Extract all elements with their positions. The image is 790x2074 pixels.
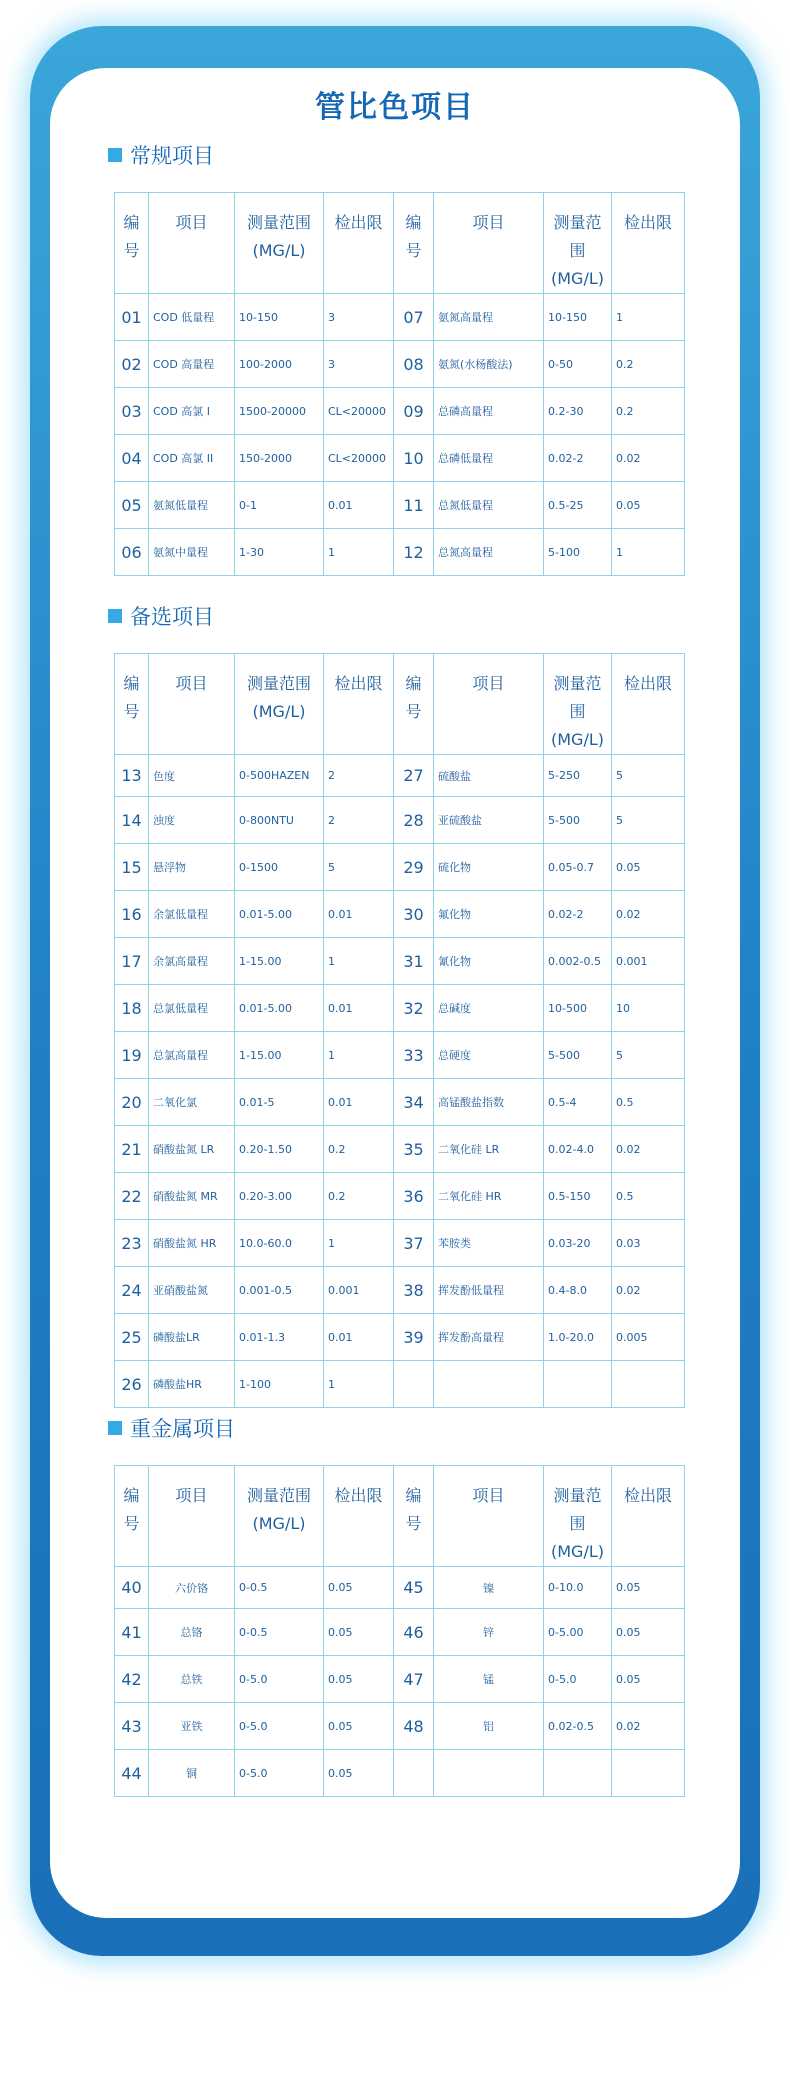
measure-range: 0.20-3.00 — [235, 1173, 324, 1220]
detection-limit: 0.05 — [324, 1567, 394, 1609]
detection-limit: 1 — [612, 529, 685, 576]
detection-limit: 0.02 — [612, 1703, 685, 1750]
square-bullet-icon — [108, 609, 122, 623]
measure-range: 0-1 — [235, 482, 324, 529]
table-row — [115, 294, 685, 341]
item-number: 25 — [115, 1314, 149, 1361]
item-name: 氨氮(水杨酸法) — [434, 341, 544, 388]
table-row — [115, 1079, 685, 1126]
item-number: 18 — [115, 985, 149, 1032]
item-number: 04 — [115, 435, 149, 482]
detection-limit — [612, 1361, 685, 1408]
detection-limit: 0.05 — [324, 1703, 394, 1750]
header-range-unit: (MG/L) — [551, 730, 604, 749]
header-limit: 检出限 — [324, 654, 394, 755]
measure-range: 0.002-0.5 — [544, 938, 612, 985]
measure-range: 5-500 — [544, 797, 612, 844]
item-number: 43 — [115, 1703, 149, 1750]
section-heading — [108, 140, 214, 170]
measure-range: 0.20-1.50 — [235, 1126, 324, 1173]
item-name: 总碱度 — [434, 985, 544, 1032]
page-title: 管比色项目 — [315, 90, 475, 125]
item-number: 16 — [115, 891, 149, 938]
item-name: 氰化物 — [434, 938, 544, 985]
item-number: 22 — [115, 1173, 149, 1220]
item-name: 苯胺类 — [434, 1220, 544, 1267]
item-name: 亚铁 — [149, 1703, 235, 1750]
item-number: 21 — [115, 1126, 149, 1173]
item-name: COD 低量程 — [149, 294, 235, 341]
item-number: 26 — [115, 1361, 149, 1408]
header-range — [235, 654, 324, 755]
detection-limit: 5 — [612, 755, 685, 797]
item-name: 浊度 — [149, 797, 235, 844]
measure-range: 0.02-2 — [544, 435, 612, 482]
item-number: 40 — [115, 1567, 149, 1609]
item-number: 12 — [394, 529, 434, 576]
item-number: 27 — [394, 755, 434, 797]
item-name — [434, 1361, 544, 1408]
detection-limit: 0.02 — [612, 891, 685, 938]
detection-limit: 1 — [324, 1032, 394, 1079]
item-name: 总氯低量程 — [149, 985, 235, 1032]
item-number: 37 — [394, 1220, 434, 1267]
detection-limit: 5 — [324, 844, 394, 891]
table-row — [115, 529, 685, 576]
item-name: 硝酸盐氮 HR — [149, 1220, 235, 1267]
item-number: 13 — [115, 755, 149, 797]
detection-limit: 0.001 — [612, 938, 685, 985]
detection-limit: 0.05 — [612, 844, 685, 891]
item-number — [394, 1750, 434, 1797]
table-row — [115, 1750, 685, 1797]
measure-range: 1.0-20.0 — [544, 1314, 612, 1361]
measure-range: 1500-20000 — [235, 388, 324, 435]
item-name: 总磷高量程 — [434, 388, 544, 435]
measure-range: 0.2-30 — [544, 388, 612, 435]
items-table — [114, 653, 685, 1408]
measure-range: 10-150 — [544, 294, 612, 341]
section-heading — [108, 1413, 235, 1443]
detection-limit: 10 — [612, 985, 685, 1032]
section-heading-text: 重金属项目 — [130, 1417, 235, 1441]
item-name: COD 高量程 — [149, 341, 235, 388]
measure-range: 0.01-5.00 — [235, 891, 324, 938]
header-range — [544, 1466, 612, 1567]
items-table — [114, 192, 685, 576]
table-row — [115, 341, 685, 388]
header-limit: 检出限 — [612, 1466, 685, 1567]
item-number: 08 — [394, 341, 434, 388]
item-number: 47 — [394, 1656, 434, 1703]
header-range — [235, 193, 324, 294]
detection-limit: 1 — [324, 938, 394, 985]
header-limit: 检出限 — [612, 654, 685, 755]
item-number: 14 — [115, 797, 149, 844]
measure-range: 0-0.5 — [235, 1609, 324, 1656]
item-name: 亚硝酸盐氮 — [149, 1267, 235, 1314]
measure-range: 0.4-8.0 — [544, 1267, 612, 1314]
item-name: 亚硫酸盐 — [434, 797, 544, 844]
item-name: 磷酸盐LR — [149, 1314, 235, 1361]
item-number: 30 — [394, 891, 434, 938]
detection-limit: 2 — [324, 755, 394, 797]
detection-limit: 0.05 — [612, 482, 685, 529]
item-name: 总铬 — [149, 1609, 235, 1656]
measure-range: 5-100 — [544, 529, 612, 576]
table-row — [115, 1609, 685, 1656]
section-heading-text: 备选项目 — [130, 605, 214, 629]
detection-limit: 0.5 — [612, 1173, 685, 1220]
item-name: 氨氮高量程 — [434, 294, 544, 341]
item-number: 48 — [394, 1703, 434, 1750]
item-number: 20 — [115, 1079, 149, 1126]
header-range — [544, 654, 612, 755]
item-name: 六价铬 — [149, 1567, 235, 1609]
detection-limit: 3 — [324, 341, 394, 388]
item-number: 15 — [115, 844, 149, 891]
table-row — [115, 1567, 685, 1609]
table-row — [115, 938, 685, 985]
item-name: COD 高氯 II — [149, 435, 235, 482]
measure-range: 0.05-0.7 — [544, 844, 612, 891]
table-row — [115, 388, 685, 435]
header-no: 编号 — [394, 654, 434, 755]
measure-range: 5-500 — [544, 1032, 612, 1079]
detection-limit: 0.02 — [612, 1126, 685, 1173]
table-row — [115, 1703, 685, 1750]
item-number: 09 — [394, 388, 434, 435]
measure-range — [544, 1361, 612, 1408]
detection-limit: 0.05 — [612, 1656, 685, 1703]
item-name: 硫酸盐 — [434, 755, 544, 797]
item-name: 二氧化硅 LR — [434, 1126, 544, 1173]
item-name: 硝酸盐氮 MR — [149, 1173, 235, 1220]
measure-range: 0-50 — [544, 341, 612, 388]
item-name: 氨氮中量程 — [149, 529, 235, 576]
item-name: 硫化物 — [434, 844, 544, 891]
item-number: 01 — [115, 294, 149, 341]
item-number: 07 — [394, 294, 434, 341]
table-row — [115, 1267, 685, 1314]
table-row — [115, 985, 685, 1032]
header-limit: 检出限 — [324, 1466, 394, 1567]
measure-range: 100-2000 — [235, 341, 324, 388]
item-name: 挥发酚高量程 — [434, 1314, 544, 1361]
measure-range — [544, 1750, 612, 1797]
measure-range: 0-5.00 — [544, 1609, 612, 1656]
item-number: 35 — [394, 1126, 434, 1173]
detection-limit: CL<20000 — [324, 435, 394, 482]
measure-range: 0-800NTU — [235, 797, 324, 844]
detection-limit: 0.05 — [324, 1609, 394, 1656]
item-number: 19 — [115, 1032, 149, 1079]
header-item: 项目 — [434, 654, 544, 755]
table-row — [115, 1314, 685, 1361]
measure-range: 0.001-0.5 — [235, 1267, 324, 1314]
item-number: 42 — [115, 1656, 149, 1703]
header-range-line1: 测量范围 — [553, 1486, 602, 1533]
table-header-row — [115, 654, 685, 755]
item-number: 23 — [115, 1220, 149, 1267]
item-number: 31 — [394, 938, 434, 985]
item-name: 铜 — [149, 1750, 235, 1797]
item-name: 硝酸盐氮 LR — [149, 1126, 235, 1173]
measure-range: 0-5.0 — [235, 1750, 324, 1797]
measure-range: 0.01-5.00 — [235, 985, 324, 1032]
item-number: 44 — [115, 1750, 149, 1797]
header-range-line1: 测量范围 — [246, 1486, 311, 1505]
table-row — [115, 1220, 685, 1267]
detection-limit: 0.01 — [324, 985, 394, 1032]
table-row — [115, 891, 685, 938]
section-heading — [108, 601, 214, 631]
item-number: 28 — [394, 797, 434, 844]
header-item: 项目 — [149, 654, 235, 755]
detection-limit: 3 — [324, 294, 394, 341]
detection-limit: 0.005 — [612, 1314, 685, 1361]
item-number: 24 — [115, 1267, 149, 1314]
detection-limit: 5 — [612, 797, 685, 844]
item-number: 39 — [394, 1314, 434, 1361]
table-row — [115, 1361, 685, 1408]
measure-range: 1-15.00 — [235, 1032, 324, 1079]
item-name: 二氧化硅 HR — [434, 1173, 544, 1220]
square-bullet-icon — [108, 148, 122, 162]
measure-range: 0-1500 — [235, 844, 324, 891]
header-limit: 检出限 — [612, 193, 685, 294]
detection-limit: 1 — [324, 1220, 394, 1267]
header-range-unit: (MG/L) — [252, 1514, 306, 1533]
item-number — [394, 1361, 434, 1408]
item-name: 磷酸盐HR — [149, 1361, 235, 1408]
detection-limit: 0.05 — [612, 1609, 685, 1656]
detection-limit: 0.01 — [324, 891, 394, 938]
item-number: 33 — [394, 1032, 434, 1079]
table-row — [115, 1173, 685, 1220]
items-table — [114, 1465, 685, 1797]
item-number: 06 — [115, 529, 149, 576]
item-name: 氨氮低量程 — [149, 482, 235, 529]
table-row — [115, 844, 685, 891]
table-row — [115, 435, 685, 482]
header-no: 编号 — [394, 1466, 434, 1567]
table-header-row — [115, 193, 685, 294]
header-no: 编号 — [115, 193, 149, 294]
item-name: 挥发酚低量程 — [434, 1267, 544, 1314]
measure-range: 1-100 — [235, 1361, 324, 1408]
measure-range: 0-5.0 — [235, 1656, 324, 1703]
item-name: 二氧化氯 — [149, 1079, 235, 1126]
item-name: 总氮高量程 — [434, 529, 544, 576]
table-row — [115, 1126, 685, 1173]
measure-range: 0-5.0 — [544, 1656, 612, 1703]
detection-limit: 0.001 — [324, 1267, 394, 1314]
item-name: 总硬度 — [434, 1032, 544, 1079]
square-bullet-icon — [108, 1421, 122, 1435]
item-number: 36 — [394, 1173, 434, 1220]
item-number: 02 — [115, 341, 149, 388]
item-name: 余氯高量程 — [149, 938, 235, 985]
detection-limit: 1 — [612, 294, 685, 341]
item-number: 03 — [115, 388, 149, 435]
item-name: 总氯高量程 — [149, 1032, 235, 1079]
detection-limit: 2 — [324, 797, 394, 844]
item-name: 总氮低量程 — [434, 482, 544, 529]
item-number: 32 — [394, 985, 434, 1032]
measure-range: 0.5-150 — [544, 1173, 612, 1220]
measure-range: 0.01-5 — [235, 1079, 324, 1126]
measure-range: 150-2000 — [235, 435, 324, 482]
measure-range: 1-15.00 — [235, 938, 324, 985]
measure-range: 0.02-2 — [544, 891, 612, 938]
detection-limit: 0.03 — [612, 1220, 685, 1267]
detection-limit: 0.2 — [612, 388, 685, 435]
item-name: COD 高氯 I — [149, 388, 235, 435]
item-name: 总磷低量程 — [434, 435, 544, 482]
item-name: 高锰酸盐指数 — [434, 1079, 544, 1126]
measure-range: 0-500HAZEN — [235, 755, 324, 797]
measure-range: 10.0-60.0 — [235, 1220, 324, 1267]
table-row — [115, 1032, 685, 1079]
detection-limit: 0.2 — [324, 1126, 394, 1173]
header-range — [235, 1466, 324, 1567]
detection-limit — [612, 1750, 685, 1797]
item-name: 悬浮物 — [149, 844, 235, 891]
header-no: 编号 — [115, 1466, 149, 1567]
item-number: 34 — [394, 1079, 434, 1126]
measure-range: 0-10.0 — [544, 1567, 612, 1609]
item-name: 镍 — [434, 1567, 544, 1609]
measure-range: 5-250 — [544, 755, 612, 797]
header-range-unit: (MG/L) — [551, 269, 604, 288]
measure-range: 0.01-1.3 — [235, 1314, 324, 1361]
header-range-line1: 测量范围 — [553, 674, 602, 721]
item-number: 29 — [394, 844, 434, 891]
header-range-unit: (MG/L) — [252, 241, 306, 260]
measure-range: 0-0.5 — [235, 1567, 324, 1609]
item-number: 11 — [394, 482, 434, 529]
header-range-unit: (MG/L) — [252, 702, 306, 721]
item-number: 38 — [394, 1267, 434, 1314]
header-range-line1: 测量范围 — [553, 213, 602, 260]
measure-range: 0.5-4 — [544, 1079, 612, 1126]
table-row — [115, 482, 685, 529]
detection-limit: 0.05 — [612, 1567, 685, 1609]
header-limit: 检出限 — [324, 193, 394, 294]
detection-limit: 1 — [324, 529, 394, 576]
item-name: 铝 — [434, 1703, 544, 1750]
table-row — [115, 797, 685, 844]
item-number: 10 — [394, 435, 434, 482]
table-row — [115, 1656, 685, 1703]
measure-range: 10-150 — [235, 294, 324, 341]
measure-range: 1-30 — [235, 529, 324, 576]
header-item: 项目 — [434, 193, 544, 294]
detection-limit: 0.05 — [324, 1750, 394, 1797]
header-item: 项目 — [149, 1466, 235, 1567]
detection-limit: 0.2 — [324, 1173, 394, 1220]
header-range-line1: 测量范围 — [246, 674, 311, 693]
measure-range: 0.03-20 — [544, 1220, 612, 1267]
item-number: 45 — [394, 1567, 434, 1609]
item-name: 余氯低量程 — [149, 891, 235, 938]
detection-limit: 0.01 — [324, 1314, 394, 1361]
item-number: 05 — [115, 482, 149, 529]
detection-limit: 0.01 — [324, 482, 394, 529]
header-range-line1: 测量范围 — [246, 213, 311, 232]
header-no: 编号 — [115, 654, 149, 755]
detection-limit: 0.2 — [612, 341, 685, 388]
header-item: 项目 — [149, 193, 235, 294]
table-row — [115, 755, 685, 797]
measure-range: 0.02-4.0 — [544, 1126, 612, 1173]
detection-limit: 0.01 — [324, 1079, 394, 1126]
item-number: 41 — [115, 1609, 149, 1656]
item-name — [434, 1750, 544, 1797]
item-name: 氟化物 — [434, 891, 544, 938]
detection-limit: 0.5 — [612, 1079, 685, 1126]
header-range-unit: (MG/L) — [551, 1542, 604, 1561]
measure-range: 10-500 — [544, 985, 612, 1032]
item-name: 锌 — [434, 1609, 544, 1656]
measure-range: 0-5.0 — [235, 1703, 324, 1750]
item-number: 46 — [394, 1609, 434, 1656]
item-name: 色度 — [149, 755, 235, 797]
measure-range: 0.02-0.5 — [544, 1703, 612, 1750]
detection-limit: 5 — [612, 1032, 685, 1079]
detection-limit: 0.02 — [612, 1267, 685, 1314]
item-number: 17 — [115, 938, 149, 985]
header-no: 编号 — [394, 193, 434, 294]
detection-limit: 1 — [324, 1361, 394, 1408]
section-heading-text: 常规项目 — [130, 144, 214, 168]
table-header-row — [115, 1466, 685, 1567]
header-range — [544, 193, 612, 294]
item-name: 总铁 — [149, 1656, 235, 1703]
item-name: 锰 — [434, 1656, 544, 1703]
header-item: 项目 — [434, 1466, 544, 1567]
detection-limit: CL<20000 — [324, 388, 394, 435]
detection-limit: 0.05 — [324, 1656, 394, 1703]
detection-limit: 0.02 — [612, 435, 685, 482]
measure-range: 0.5-25 — [544, 482, 612, 529]
